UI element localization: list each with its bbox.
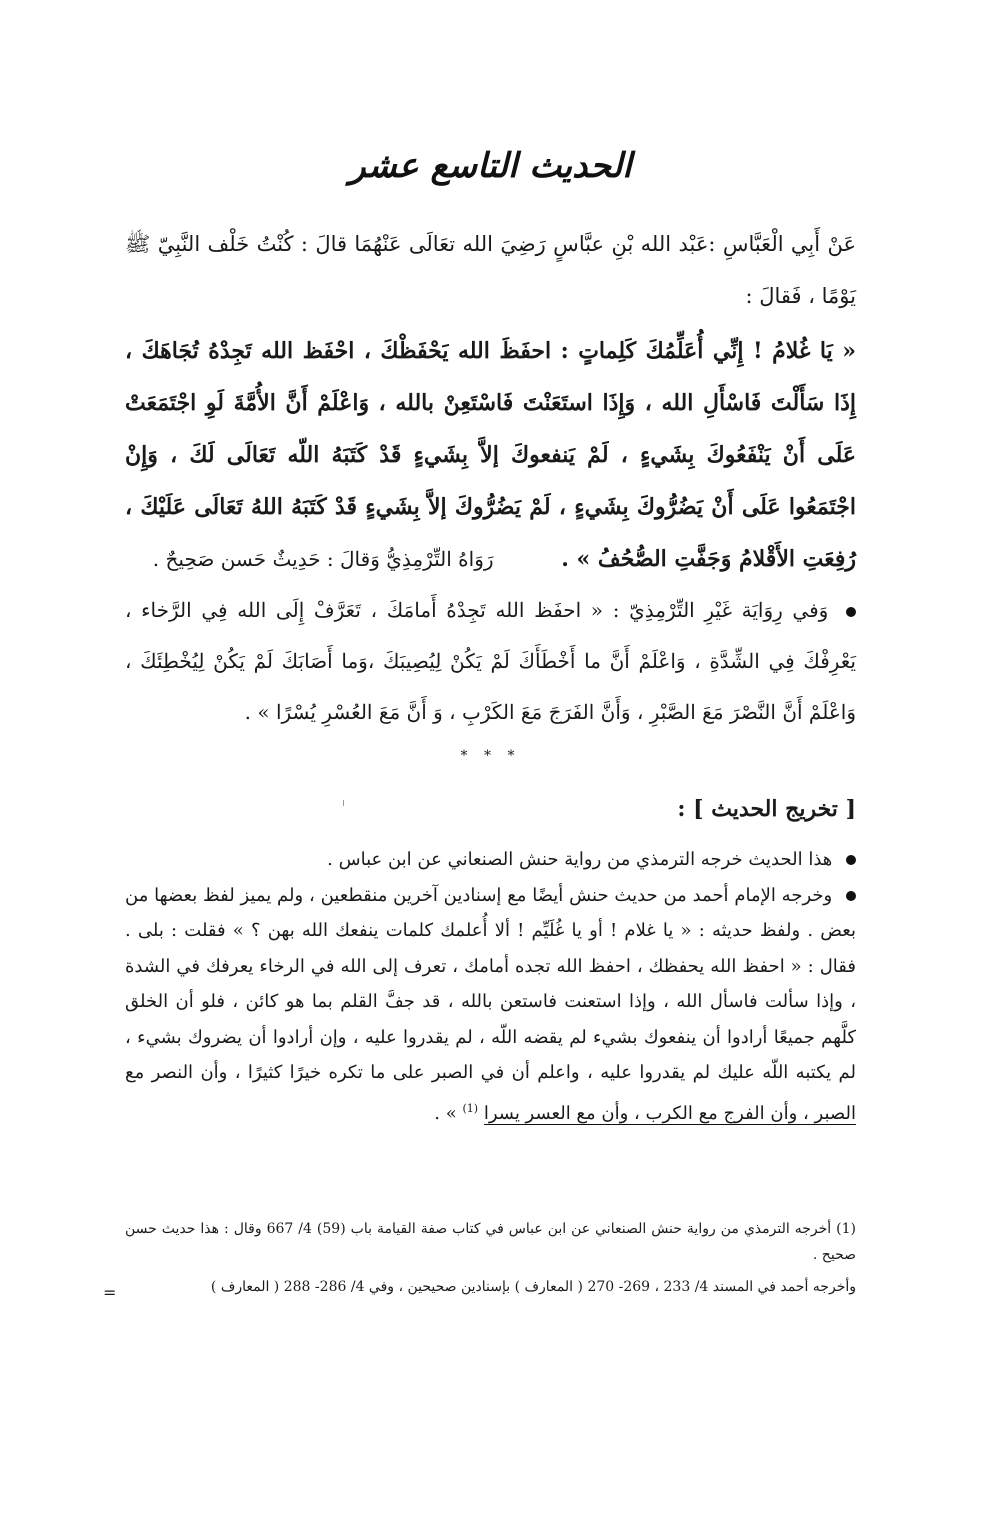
takhrij-text-end: » . [434, 1102, 457, 1124]
section-separator: * * * [460, 748, 521, 764]
footnote-reference: (1) [462, 1101, 479, 1115]
hadith-intro: عَنْ أَبِي الْعَبَّاسِ :عَبْد الله بْنِ عبَّاسٍ رَضِيَ الله تعَالَى عَنْهُمَا قالَ : كُنْتُ خَلْف النَّبِيّ ﷺ يَوْمًا ، فَقالَ : [125, 232, 856, 308]
scan-mark [343, 800, 344, 806]
takhrij-paragraph [125, 842, 856, 878]
section-heading: [ تخريج الحديث ] : [677, 796, 856, 822]
continued-mark: = [103, 1283, 117, 1302]
document-page [103, 0, 857, 1516]
footnote-2: وأخرجه أحمد في المسند 4/ 233 ، 269- 270 ( المعارف ) بإسنادين صحيحين ، وفي 4/ 286- 288 ( المعارف ) [210, 1279, 856, 1295]
chapter-title: الحديث التاسع عشر [349, 146, 632, 186]
takhrij-text-1: هذا الحديث خرجه الترمذي من رواية حنش الصنعاني عن ابن عباس . [327, 849, 833, 870]
bullet-icon [846, 855, 856, 865]
variant-narration: وَفي رِوَايَة غَيْرِ التِّرْمِذِيّ : « احفَظ الله تَجِدْهُ أَمامَكَ ، تَعَرَّفْ إِلَى الله فِي الرَّخاء ، يَعْرِفْكَ فِي الشِّدَّةِ ، وَاعْلَمْ أَنَّ ما أَخْطَأَكَ لَمْ يَكُنْ لِيُصِيبَكَ ،وَما أَصَابَكَ لَمْ يَكُنْ لِيُخْطِئَكَ ، وَاعْلَمْ أَنَّ النَّصْرَ مَعَ الصَّبْرِ ، وَأَنَّ الفَرَجَ مَعَ الكَرْبِ ، وَ أَنَّ مَعَ العُسْرِ يُسْرًا » . [125, 598, 856, 724]
hadith-text: « يَا غُلامُ ! إِنِّي أُعَلِّمُكَ كَلِماتٍ : احفَظَ الله يَحْفَظْكَ ، احْفَظ الله تَجِدْهُ تُجَاهَكَ ، إِذَا سَأَلْتَ فَاسْأَلِ الله ، وَإِذَا استَعَنْتَ فَاسْتَعِنْ بالله ، وَاعْلَمْ أَنَّ الأُمَّةَ لَوِ اجْتَمَعَتْ عَلَى أَنْ يَنْفَعُوكَ بِشَيءٍ ، لَمْ يَنفعوكَ إلاَّ بِشَيءٍ قَدْ كَتَبَهُ اللّه تَعَالَى لَكَ ، وَإِنْ اجْتَمَعُوا عَلَى أَنْ يَضُرُّوكَ بِشَيءٍ ، لَمْ يَضُرُّوكَ إلاَّ بِشَيءٍ قَدْ كَتَبَهُ اللهُ تَعَالَى عَلَيْكَ ، رُفِعَتِ الأَقْلامُ وَجَفَّتِ الصُّحُفُ » . [125, 338, 857, 572]
footnotes [125, 1216, 856, 1306]
takhrij-block [125, 842, 856, 1131]
hadith-text-block [125, 325, 856, 585]
takhrij-text-2: وخرجه الإمام أحمد من حديث حنش أيضًا مع إسنادين آخرين منقطعين ، ولم يميز لفظ بعضها من بعض . ولفظ حديثه : « يا غلام ! أو يا غُلَيِّم ! ألا أُعلمك كلمات ينفعك الله بهن ؟ » فقلت : بلى . فقال : « احفظ الله يحفظك ، احفظ الله تجده أمامك ، تعرف إلى الله في الرخاء يعرفك في الشدة ، وإذا سألت فاسأل الله ، وإذا استعنت فاستعن بالله ، قد جفَّ القلم بما هو كائن ، فلو أن الخلق كلَّهم جميعًا أرادوا أن ينفعوك بشيء لم يقضه اللّه ، لم يقدروا عليه ، وإن أرادوا أن يضروك بشيء ، لم يكتبه اللّه عليك لم يقدروا عليه ، واعلم أن في الصبر على ما تكره خيرًا كثيرًا ، وأن النصر مع [125, 884, 856, 1083]
bullet-icon [846, 891, 856, 901]
bullet-icon [846, 607, 856, 617]
footnote-1: (1) أخرجه الترمذي من رواية حنش الصنعاني عن ابن عباس في كتاب صفة القيامة باب (59) 4/ 667 وقال : هذا حديث حسن صحيح . [125, 1221, 856, 1263]
hadith-narration: رَوَاهُ التِّرْمِذِيُّ وَقالَ : حَدِيثٌ حَسن صَحِيحٌ . [152, 547, 494, 571]
takhrij-paragraph [125, 878, 856, 1132]
variant-narration-block [125, 585, 856, 738]
takhrij-underlined-text: الصبر ، وأن الفرج مع الكرب ، وأن مع العسر يسرا [483, 1102, 856, 1124]
